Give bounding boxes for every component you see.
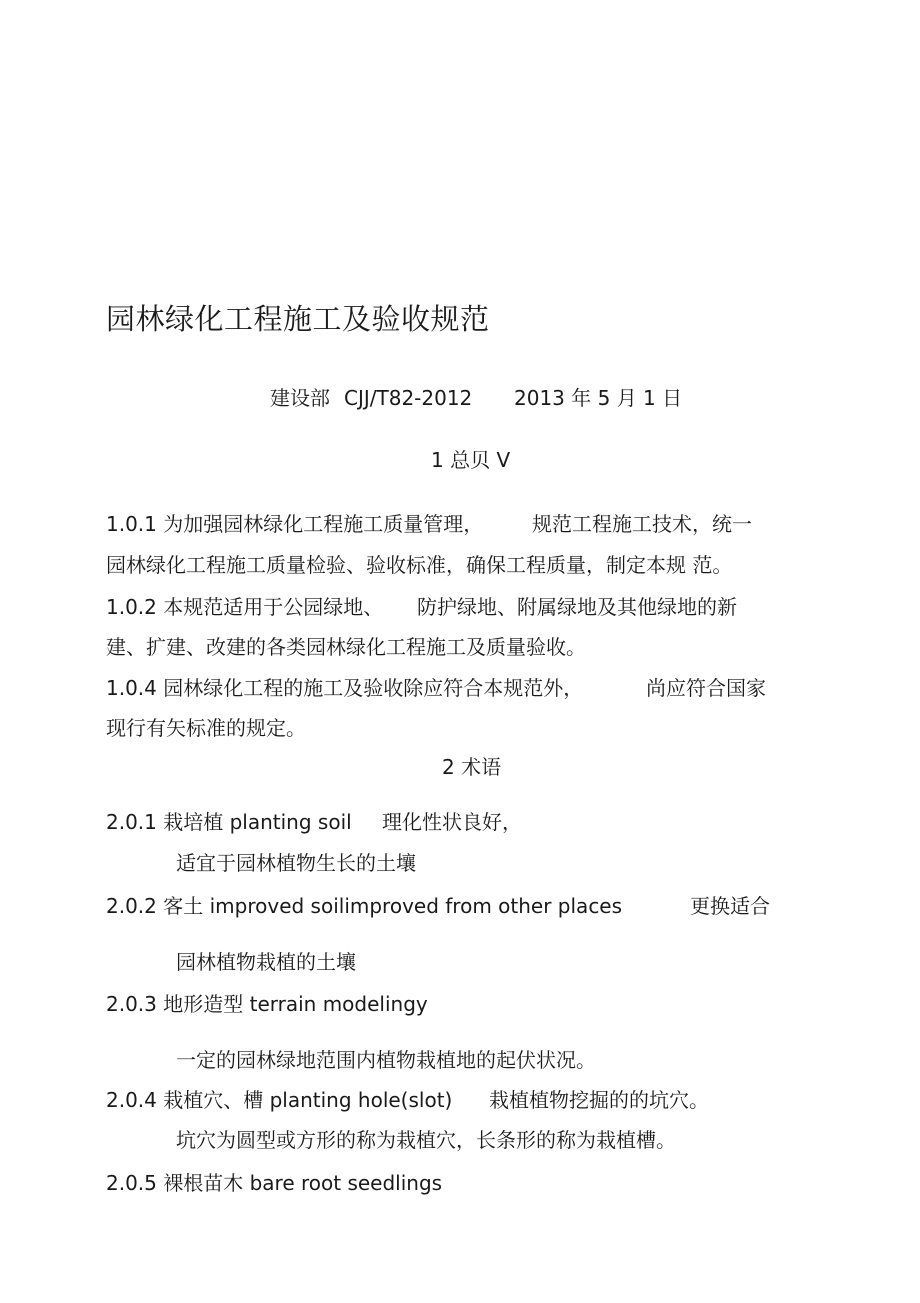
term-2-0-1-def-a: 理化性状良好， — [382, 810, 522, 834]
section-heading-general: 1 总贝 V — [431, 448, 511, 472]
clause-1-0-2-line1a: 1.0.2 本规范适用于公园绿地、 — [106, 595, 384, 619]
term-2-0-3: 2.0.3 地形造型 terrain modelingy — [106, 992, 428, 1016]
clause-1-0-2-line2: 建、扩建、改建的各类园林绿化工程施工及质量验收。 — [106, 635, 586, 659]
clause-1-0-1-line1b: 规范工程施工技术，统一 — [532, 512, 752, 536]
term-2-0-1: 2.0.1 栽培植 planting soil — [106, 810, 352, 834]
term-2-0-4-def-a: 栽植植物挖掘的的坑穴。 — [489, 1088, 709, 1112]
clause-1-0-4-line2: 现行有矢标准的规定。 — [106, 716, 306, 740]
effective-date: 2013 年 5 月 1 日 — [514, 386, 683, 410]
term-2-0-2-def-b: 园林植物栽植的土壤 — [176, 950, 356, 974]
term-2-0-2: 2.0.2 客土 improved soilimproved from other places — [106, 894, 623, 918]
clause-1-0-4-line1b: 尚应符合国家 — [646, 676, 766, 700]
document-title: 园林绿化工程施工及验收规范 — [106, 302, 490, 336]
term-2-0-4: 2.0.4 栽植穴、槽 planting hole(slot) — [106, 1088, 453, 1112]
term-2-0-4-def-b: 坑穴为圆型或方形的称为栽植穴，长条形的称为栽植槽。 — [176, 1128, 676, 1152]
section-heading-terms: 2 术语 — [442, 755, 502, 779]
clause-1-0-4-line1a: 1.0.4 园林绿化工程的施工及验收除应符合本规范外， — [106, 676, 584, 700]
term-2-0-1-def-b: 适宜于园林植物生长的土壤 — [176, 851, 416, 875]
term-2-0-5: 2.0.5 裸根苗木 bare root seedlings — [106, 1171, 443, 1195]
clause-1-0-1-line2: 园林绿化工程施工质量检验、验收标准，确保工程质量，制定本规 范。 — [106, 553, 733, 577]
standard-code: CJJ/T82-2012 — [344, 386, 473, 410]
issuer: 建设部 — [270, 386, 330, 410]
term-2-0-2-def-a: 更换适合 — [690, 894, 770, 918]
clause-1-0-1-line1a: 1.0.1 为加强园林绿化工程施工质量管理， — [106, 512, 484, 536]
clause-1-0-2-line1b: 防护绿地、附属绿地及其他绿地的新 — [417, 595, 737, 619]
term-2-0-3-def: 一定的园林绿地范围内植物栽植地的起伏状况。 — [176, 1048, 596, 1072]
